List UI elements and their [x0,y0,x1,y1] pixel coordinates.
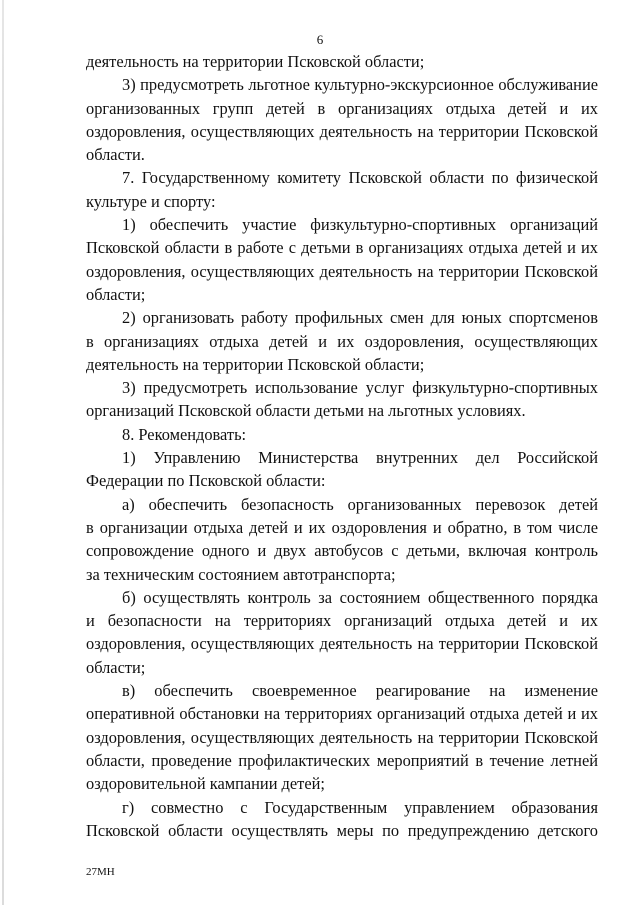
text-line: оздоровления, осуществляющих деятельность на территории Псковской [86,727,598,747]
text-line: оздоровления, осуществляющих деятельность на территории Псковской [86,121,598,141]
text-line: оздоровления, осуществляющих деятельность на территории Псковской [86,261,598,281]
text-line: оперативной обстановки на территориях организаций отдыха детей и их [86,704,598,724]
text-line: организаций Псковской области детьми на льготных условиях. [86,401,526,421]
text-line: и безопасности на территориях организаций отдыха детей и их [86,611,598,631]
text-line: Псковской области осуществлять меры по предупреждению детского [86,820,598,840]
text-line: б) осуществлять контроль за состоянием общественного порядка [122,587,598,607]
text-line: Псковской области в работе с детьми в организациях отдыха детей и их [86,238,598,258]
text-line: области; [86,284,146,304]
text-line: 2) организовать работу профильных смен для юных спортсменов [122,308,598,328]
text-line: оздоровления, осуществляющих деятельность на территории Псковской [86,634,598,654]
text-line: области, проведение профилактических мероприятий в течение летней [86,750,598,770]
text-line: в) обеспечить своевременное реагирование на изменение [122,681,598,701]
text-line: области. [86,145,145,165]
text-line: в организациях отдыха детей и их оздоровления, осуществляющих [86,331,598,351]
document-footer-code: 27МН [86,866,115,878]
scan-edge [2,0,4,905]
text-line: за техническим состоянием автотранспорта; [86,564,396,584]
page-number: 6 [316,32,324,47]
text-line: 1) обеспечить участие физкультурно-спортивных организаций [122,215,598,235]
text-line: г) совместно с Государственным управлением образования [122,797,598,817]
text-line: деятельность на территории Псковской области; [86,52,425,71]
text-line: организованных групп детей в организациях отдыха детей и их [86,98,598,118]
text-line: 3) предусмотреть льготное культурно-экскурсионное обслуживание [122,75,598,95]
text-line: Федерации по Псковской области: [86,471,326,491]
text-line: 1) Управлению Министерства внутренних дел Российской [122,448,598,468]
text-line: 7. Государственному комитету Псковской области по физической [122,168,598,188]
text-line: 8. Рекомендовать: [122,424,247,444]
text-line: 3) предусмотреть использование услуг физкультурно-спортивных [122,378,598,398]
text-line: оздоровительной кампании детей; [86,774,325,794]
text-line: культуре и спорту: [86,191,216,211]
text-line: области; [86,657,146,677]
text-line: деятельность на территории Псковской области; [86,354,425,374]
text-line: а) обеспечить безопасность организованных перевозок детей [122,494,598,514]
document-body [86,50,598,842]
text-line: в организации отдыха детей и их оздоровления и обратно, в том числе [86,517,598,537]
text-line: сопровождение одного и двух автобусов с детьми, включая контроль [86,541,598,561]
